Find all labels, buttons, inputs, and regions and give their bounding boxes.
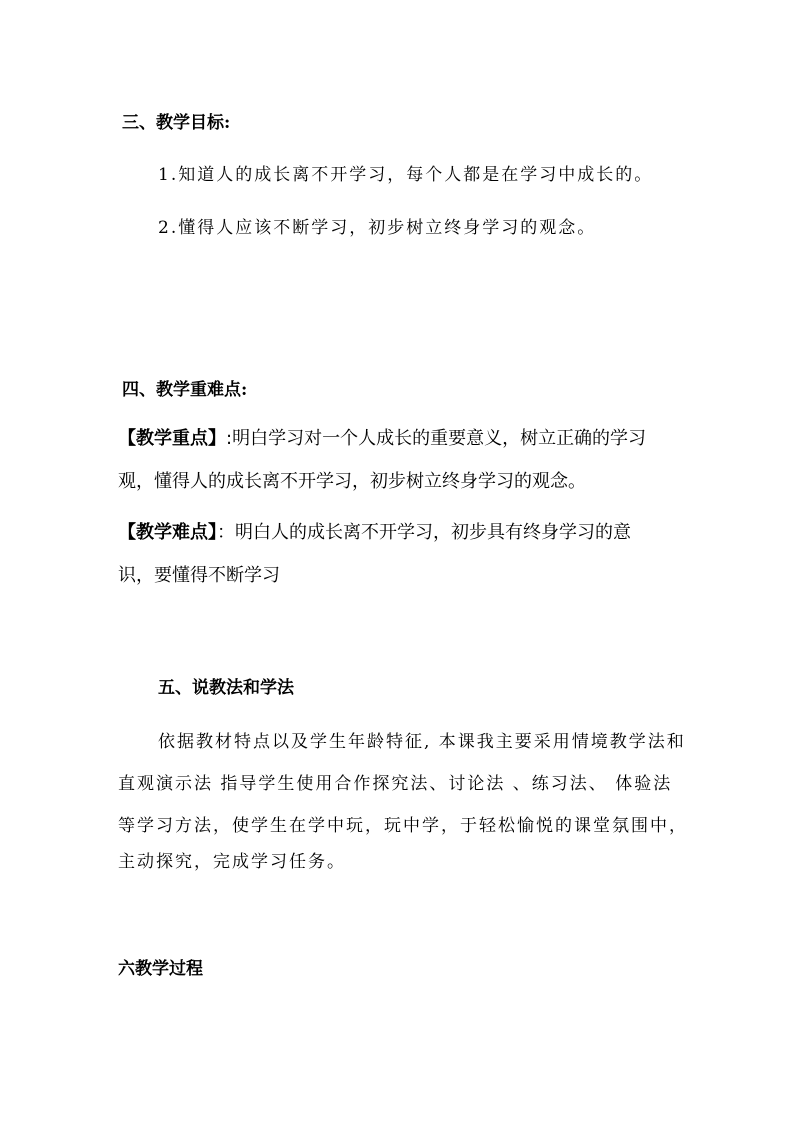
method-line-1: 依据教材特点以及学生年龄特征, 本课我主要采用情境教学法和 — [158, 732, 686, 752]
key-point-line-2: 观，懂得人的成长离不开学习，初步树立终身学习的观念。 — [118, 471, 586, 492]
section-5-heading: 五、说教法和学法 — [158, 678, 294, 698]
key-point-line-1 — [118, 428, 646, 450]
objective-item-2: 2.懂得人应该不断学习，初步树立终身学习的观念。 — [158, 218, 597, 238]
method-line-3: 等学习方法，使学生在学中玩，玩中学，于轻松愉悦的课堂氛围中， — [118, 816, 688, 836]
objective-item-1: 1.知道人的成长离不开学习，每个人都是在学习中成长的。 — [158, 165, 654, 185]
method-line-4: 主动探究，完成学习任务。 — [118, 852, 346, 872]
difficulty-line-2: 识，要懂得不断学习 — [118, 565, 280, 586]
key-point-label: 【教学重点】 — [118, 428, 226, 449]
section-4-heading: 四、教学重难点: — [122, 380, 248, 400]
difficulty-line-1 — [118, 522, 631, 544]
key-point-text-1: :明白学习对一个人成长的重要意义，树立正确的学习 — [226, 428, 647, 449]
method-line-2: 直观演示法 指导学生使用合作探究法、讨论法 、练习法、 体验法 — [118, 774, 673, 794]
difficulty-label: 【教学难点】 — [118, 522, 217, 543]
section-3-heading: 三、教学目标: — [122, 113, 231, 133]
difficulty-text-1: ：明白人的成长离不开学习，初步具有终身学习的意 — [217, 522, 631, 543]
section-6-heading: 六教学过程 — [118, 959, 203, 979]
